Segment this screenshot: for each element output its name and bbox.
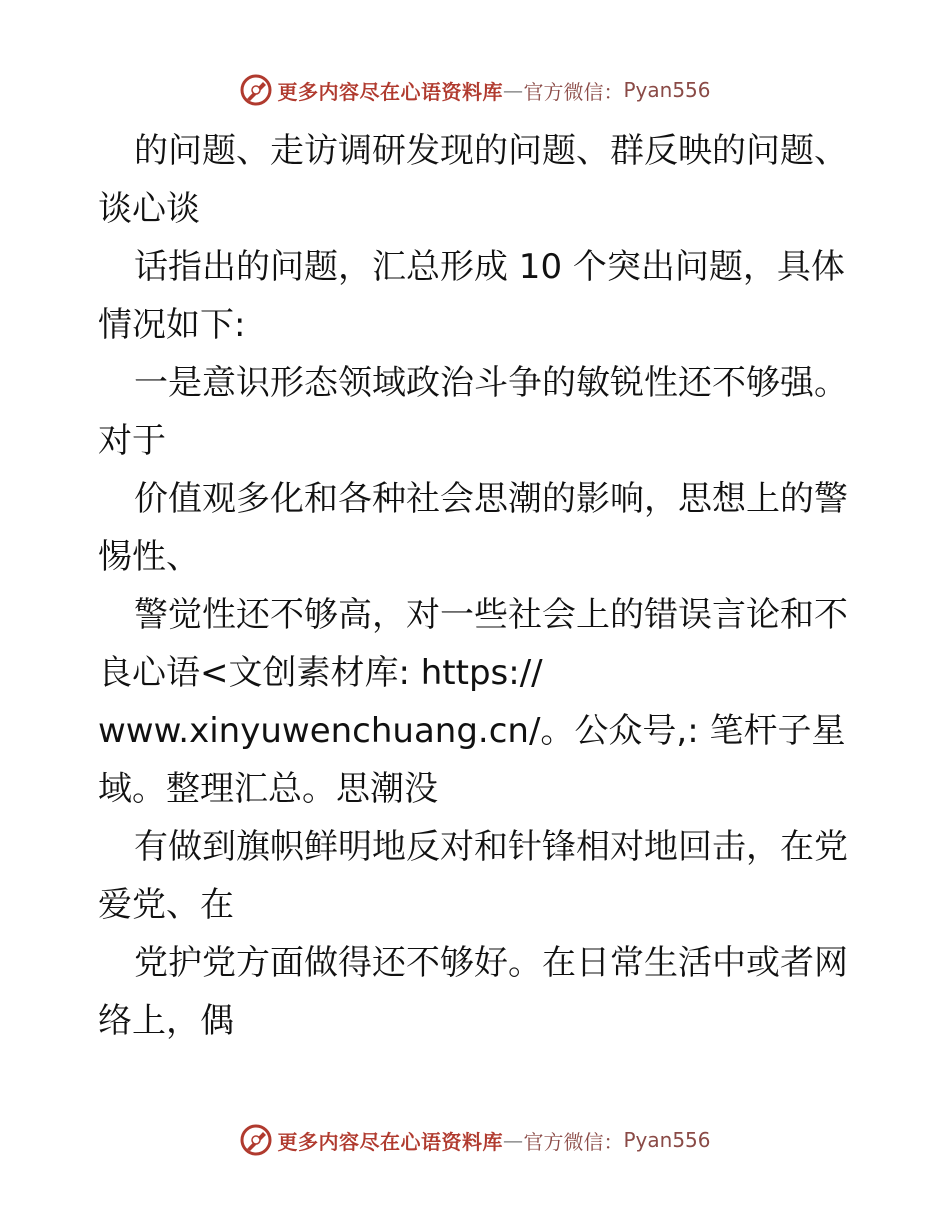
body-line: www.xinyuwenchuang.cn/。公众号,: 笔杆子星: [98, 711, 846, 751]
body-line: 惕性、: [98, 537, 200, 577]
body-line: 域。整理汇总。思潮没: [98, 769, 438, 809]
body-line: 情况如下:: [98, 305, 246, 345]
body-line: 络上，偶: [98, 1001, 234, 1041]
banner-wechat-label: 官方微信：: [523, 1129, 624, 1154]
document-body: [98, 122, 858, 1050]
body-line: 一是意识形态领域政治斗争的敏锐性还不够强。: [134, 363, 848, 403]
body-line: 的问题、走访调研发现的问题、群反映的问题、: [134, 131, 848, 171]
footer-watermark-banner: [0, 1120, 950, 1160]
banner-separator: —: [502, 1128, 524, 1152]
header-watermark-banner: [0, 70, 950, 110]
body-line: 谈心谈: [98, 189, 200, 229]
body-line: 爱党、在: [98, 885, 234, 925]
body-line: 对于: [98, 421, 166, 461]
body-line: 价值观多化和各种社会思潮的影响，思想上的警: [134, 479, 848, 519]
banner-slogan: 更多内容尽在心语资料库: [277, 79, 503, 104]
banner-wechat-label: 官方微信：: [523, 79, 624, 104]
banner-wechat-id: Pyan556: [623, 78, 711, 102]
quill-pen-icon: [239, 73, 273, 107]
banner-wechat-id: Pyan556: [623, 1128, 711, 1152]
body-line: 警觉性还不够高，对一些社会上的错误言论和不: [134, 595, 848, 635]
banner-separator: —: [502, 78, 524, 102]
banner-slogan: 更多内容尽在心语资料库: [277, 1129, 503, 1154]
body-line: 党护党方面做得还不够好。在日常生活中或者网: [134, 943, 848, 983]
body-line: 有做到旗帜鲜明地反对和针锋相对地回击，在党: [134, 827, 848, 867]
body-line: 话指出的问题，汇总形成 10 个突出问题，具体: [134, 247, 845, 287]
quill-pen-icon: [239, 1123, 273, 1157]
body-line: 良心语<文创素材库: https://: [98, 653, 543, 693]
